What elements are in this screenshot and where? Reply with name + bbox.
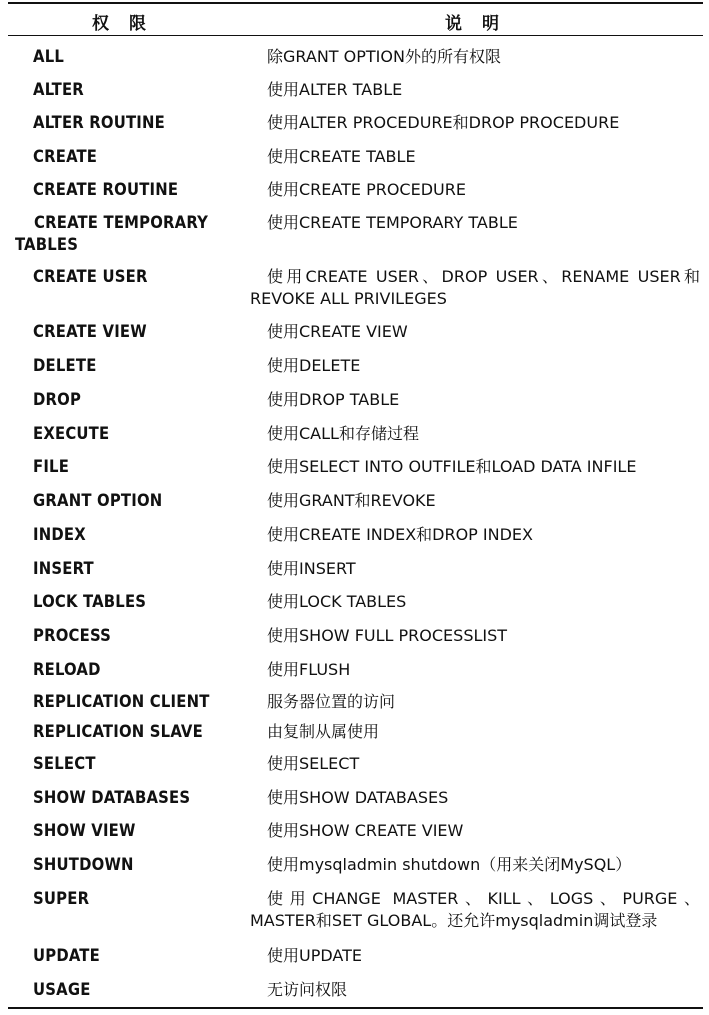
description-cell: 使用SHOW DATABASES	[267, 788, 449, 807]
description-cell: 使用INSERT	[267, 559, 356, 578]
permission-cell: FILE	[33, 457, 70, 476]
description-cell: 使用DELETE	[267, 356, 361, 375]
permission-cell: SHOW DATABASES	[33, 788, 191, 807]
description-cell: 使用CALL和存储过程	[267, 424, 419, 443]
description-cell: 使用CREATE INDEX和DROP INDEX	[267, 525, 533, 544]
description-cell: 使用DROP TABLE	[267, 390, 400, 409]
permission-cell: USAGE	[33, 980, 91, 999]
permission-cell: EXECUTE	[33, 424, 110, 443]
description-cell: 使用mysqladmin shutdown（用来关闭MySQL）	[267, 855, 632, 874]
permission-cell: RELOAD	[33, 660, 101, 679]
permission-cell: ALTER	[33, 80, 84, 99]
description-cell: 使用SHOW CREATE VIEW	[267, 821, 464, 840]
permission-cell: CREATE VIEW	[33, 322, 147, 341]
description-cell: 使用ALTER PROCEDURE和DROP PROCEDURE	[267, 113, 620, 132]
description-cell: 除GRANT OPTION外的所有权限	[267, 47, 501, 66]
permission-cell: INSERT	[33, 559, 94, 578]
permission-cell: LOCK TABLES	[33, 592, 147, 611]
description-cell: 使用CREATE TEMPORARY TABLE	[267, 213, 518, 232]
permission-cell: SHUTDOWN	[33, 855, 134, 874]
description-cell: 服务器位置的访问	[267, 692, 396, 711]
permission-cell: DELETE	[33, 356, 97, 375]
header-permission: 权限	[92, 14, 166, 34]
permission-cell: SELECT	[33, 754, 96, 773]
description-cell: 使用SELECT INTO OUTFILE和LOAD DATA INFILE	[267, 457, 637, 476]
description-cell: 使用CHANGE MASTER、KILL、LOGS、PURGE、MASTER和SET GLOBAL。还允许mysqladmin调试登录	[250, 889, 700, 930]
description-cell: 使用CREATE USER、DROP USER、RENAME USER和REVOKE ALL PRIVILEGES	[250, 267, 700, 308]
permission-cell: REPLICATION CLIENT	[33, 692, 210, 711]
description-cell: 使用LOCK TABLES	[267, 592, 407, 611]
description-cell: 使用CREATE TABLE	[267, 147, 416, 166]
permission-cell: CREATE ROUTINE	[33, 180, 179, 199]
permission-cell: INDEX	[33, 525, 86, 544]
permission-cell: ALL	[33, 47, 65, 66]
permission-cell: PROCESS	[33, 626, 112, 645]
permission-cell: CREATE USER	[33, 267, 148, 286]
permission-cell: SHOW VIEW	[33, 821, 136, 840]
permission-cell: UPDATE	[33, 946, 100, 965]
description-cell: 由复制从属使用	[267, 722, 380, 741]
permission-cell: GRANT OPTION	[33, 491, 163, 510]
description-cell: 使用CREATE PROCEDURE	[267, 180, 466, 199]
top-rule	[8, 2, 703, 4]
description-cell: 使用UPDATE	[267, 946, 362, 965]
permission-cell: CREATE	[33, 147, 98, 166]
description-cell: 使用SELECT	[267, 754, 360, 773]
bottom-rule	[8, 1007, 703, 1009]
description-cell: 使用FLUSH	[267, 660, 351, 679]
permission-cell: SUPER	[33, 889, 90, 908]
description-cell: 无访问权限	[267, 980, 348, 999]
description-cell: 使用GRANT和REVOKE	[267, 491, 436, 510]
permission-cell: DROP	[33, 390, 82, 409]
permission-cell: CREATE TEMPORARY TABLES	[15, 213, 209, 254]
description-cell: 使用ALTER TABLE	[267, 80, 403, 99]
header-rule	[8, 35, 703, 36]
description-cell: 使用CREATE VIEW	[267, 322, 408, 341]
description-cell: 使用SHOW FULL PROCESSLIST	[267, 626, 508, 645]
header-description: 说明	[445, 14, 519, 34]
permission-cell: ALTER ROUTINE	[33, 113, 165, 132]
permission-cell: REPLICATION SLAVE	[33, 722, 203, 741]
